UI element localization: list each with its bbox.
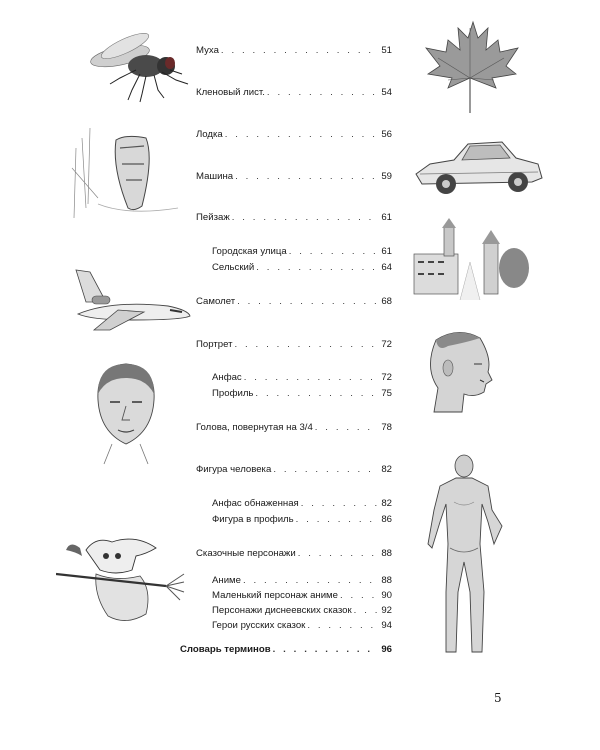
- fly-icon: [80, 28, 195, 103]
- toc-entry-label: Фигура в профиль: [212, 514, 294, 525]
- toc-entry-label: Фигура человека: [196, 464, 272, 475]
- leader-dots: [301, 498, 378, 510]
- toc-entry-page: 72: [381, 372, 392, 383]
- leader-dots: [298, 548, 378, 560]
- leader-dots: [244, 372, 378, 384]
- toc-entry-frontal-nude[interactable]: [212, 496, 392, 510]
- toc-entry-label: Портрет: [196, 339, 233, 350]
- fairy-tale-witch-icon: [56, 530, 186, 630]
- toc-entry-page: 78: [381, 422, 392, 433]
- leader-dots: [289, 246, 378, 258]
- toc-entry-disney[interactable]: [212, 603, 392, 617]
- leader-dots: [232, 212, 378, 224]
- toc-entry-label: Городская улица: [212, 246, 287, 257]
- leader-dots: [256, 262, 378, 274]
- toc-entry-page: 96: [381, 644, 392, 655]
- toc-entry-label: Кленовый лист.: [196, 87, 265, 98]
- toc-entry-label: Голова, повернутая на 3/4: [196, 422, 313, 433]
- toc-entry-rural[interactable]: [212, 260, 392, 274]
- toc-entry-page: 88: [381, 548, 392, 559]
- toc-entry-label: Аниме: [212, 575, 241, 586]
- toc-entry-label: Персонажи диснеевских сказок: [212, 605, 352, 616]
- leader-dots: [221, 45, 378, 57]
- leader-dots: [354, 605, 378, 617]
- human-figure-icon: [418, 452, 518, 662]
- toc-entry-label: Словарь терминов: [180, 644, 271, 655]
- toc-entry-page: 61: [381, 212, 392, 223]
- toc-entry-figure-profile[interactable]: [212, 512, 392, 526]
- toc-entry-boat[interactable]: [196, 127, 392, 141]
- toc-entry-glossary[interactable]: [180, 642, 392, 656]
- toc-entry-label: Сказочные персонажи: [196, 548, 296, 559]
- city-street-icon: [410, 218, 530, 300]
- page-number: 5: [494, 691, 502, 705]
- toc-entry-russian-tales[interactable]: [212, 618, 392, 632]
- toc-entry-portrait[interactable]: [196, 337, 392, 351]
- toc-entry-maple-leaf[interactable]: [196, 85, 392, 99]
- toc-entry-page: 75: [381, 388, 392, 399]
- toc-entry-page: 72: [381, 339, 392, 350]
- toc-entry-page: 59: [381, 171, 392, 182]
- toc-entry-label: Сельский: [212, 262, 255, 273]
- toc-entry-page: 92: [381, 605, 392, 616]
- toc-entry-airplane[interactable]: [196, 294, 392, 308]
- toc-entry-label: Анфас обнаженная: [212, 498, 299, 509]
- head-profile-icon: [418, 328, 500, 414]
- toc-entry-car[interactable]: [196, 169, 392, 183]
- toc-entry-fly[interactable]: [196, 43, 392, 57]
- leader-dots: [340, 590, 378, 602]
- toc-entry-fairy-tale-characters[interactable]: [196, 546, 392, 560]
- toc-entry-label: Самолет: [196, 296, 236, 307]
- leader-dots: [243, 575, 378, 587]
- toc-entry-human-figure[interactable]: [196, 462, 392, 476]
- toc-entry-page: 82: [381, 498, 392, 509]
- portrait-icon: [84, 360, 168, 465]
- toc-entry-page: 68: [381, 296, 392, 307]
- toc-entry-label: Профиль: [212, 388, 254, 399]
- airplane-icon: [72, 262, 194, 332]
- toc-entry-page: 54: [381, 87, 392, 98]
- toc-entry-city-street[interactable]: [212, 244, 392, 258]
- leader-dots: [273, 464, 378, 476]
- leader-dots: [307, 620, 378, 632]
- toc-entry-label: Маленький персонаж аниме: [212, 590, 338, 601]
- toc-entry-label: Анфас: [212, 372, 242, 383]
- toc-entry-label: Машина: [196, 171, 234, 182]
- toc-entry-profile[interactable]: [212, 386, 392, 400]
- toc-entry-frontal[interactable]: [212, 370, 392, 384]
- maple-leaf-icon: [418, 18, 523, 123]
- leader-dots: [225, 129, 378, 141]
- toc-entry-landscape[interactable]: [196, 210, 392, 224]
- toc-entry-page: 64: [381, 262, 392, 273]
- toc-entry-page: 61: [381, 246, 392, 257]
- leader-dots: [273, 644, 378, 656]
- leader-dots: [235, 339, 379, 351]
- toc-entry-page: 94: [381, 620, 392, 631]
- toc-entry-label: Лодка: [196, 129, 223, 140]
- leader-dots: [296, 514, 378, 526]
- toc-entry-anime[interactable]: [212, 573, 392, 587]
- toc-entry-head-three-quarter[interactable]: [196, 420, 392, 434]
- toc-entry-label: Герои русских сказок: [212, 620, 306, 631]
- toc-entry-label: Муха: [196, 45, 219, 56]
- toc-entry-page: 51: [381, 45, 392, 56]
- leader-dots: [267, 87, 378, 99]
- toc-entry-little-anime[interactable]: [212, 588, 392, 602]
- toc-entry-page: 88: [381, 575, 392, 586]
- leader-dots: [237, 296, 378, 308]
- toc-entry-label: Пейзаж: [196, 212, 230, 223]
- toc-entry-page: 90: [381, 590, 392, 601]
- leader-dots: [235, 171, 378, 183]
- toc-entry-page: 86: [381, 514, 392, 525]
- toc-entry-page: 56: [381, 129, 392, 140]
- car-icon: [410, 128, 545, 203]
- boat-icon: [68, 108, 188, 220]
- toc-entry-page: 82: [381, 464, 392, 475]
- leader-dots: [315, 422, 378, 434]
- leader-dots: [255, 388, 378, 400]
